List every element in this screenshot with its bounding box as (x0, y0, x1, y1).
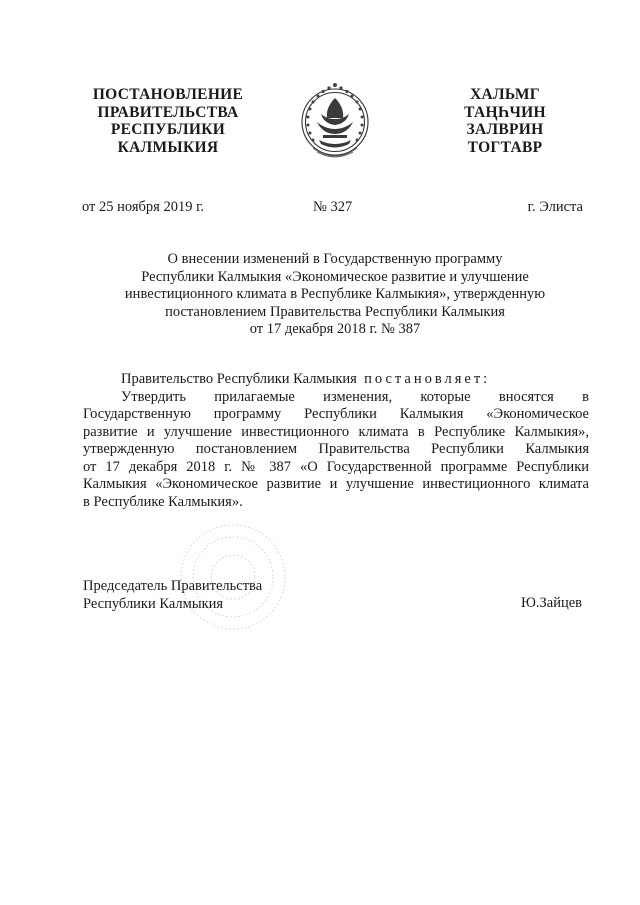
body-line-text: Утвердить прилагаемые изменения, которые вносятся в (121, 388, 589, 405)
decree-intro (83, 371, 589, 389)
decree-word: постановляет: (364, 371, 491, 387)
document-city: г. Элиста (527, 199, 583, 215)
title-line: О внесении изменений в Государственную программу (167, 251, 503, 267)
header-kalmyk-line: ТАҢҺЧИН (464, 103, 546, 121)
body-line: утвержденную постановлением Правительства Республики Калмыкия (83, 441, 589, 457)
coat-of-arms-emblem (299, 78, 371, 164)
body-line (83, 389, 589, 407)
title-line: Республики Калмыкия «Экономическое развитие и улучшение (141, 268, 529, 285)
signatory-position-line: Председатель Правительства (83, 578, 263, 594)
body-line: в Республике Калмыкия». (83, 493, 243, 510)
faint-seal-stamp (178, 522, 288, 632)
signatory-name: Ю.Зайцев (520, 595, 582, 611)
header-kalmyk-line: ТОГТАВР (467, 138, 543, 156)
document-date: от 25 ноября 2019 г. (82, 199, 205, 215)
body-line: от 17 декабря 2018 г. № 387 «О Государственной программе Республики (83, 458, 589, 475)
title-line: постановлением Правительства Республики Калмыкия (165, 303, 505, 320)
header-kalmyk-line: ХАЛЬМГ (470, 86, 540, 103)
header-russian-line: ПОСТАНОВЛЕНИЕ (92, 86, 244, 103)
header-russian-line: РЕСПУБЛИКИ (110, 121, 226, 138)
document-title (80, 251, 590, 339)
body-line: Государственную программу Республики Калмыкия «Экономическое (83, 406, 589, 422)
body-line: Калмыкия «Экономическое развитие и улучшение инвестиционного климата (83, 476, 589, 492)
document-body (83, 371, 589, 511)
header-kalmyk-line: ЗАЛВРИН (466, 121, 544, 138)
decree-intro-text: Правительство Республики Калмыкия (121, 371, 357, 387)
header-russian-line: КАЛМЫКИЯ (117, 138, 219, 156)
header-kalmyk (430, 86, 580, 156)
signatory-position-line: Республики Калмыкия (83, 595, 224, 612)
signatory-position (83, 578, 262, 613)
header-russian (78, 86, 258, 156)
title-line: инвестиционного климата в Республике Калмыкия», утвержденную (124, 286, 546, 302)
title-line: от 17 декабря 2018 г. № 387 (249, 321, 421, 337)
body-line: развитие и улучшение инвестиционного климата в Республике Калмыкия», (83, 423, 589, 440)
header-russian-line: ПРАВИТЕЛЬСТВА (97, 103, 239, 121)
document-number: № 327 (313, 199, 353, 215)
